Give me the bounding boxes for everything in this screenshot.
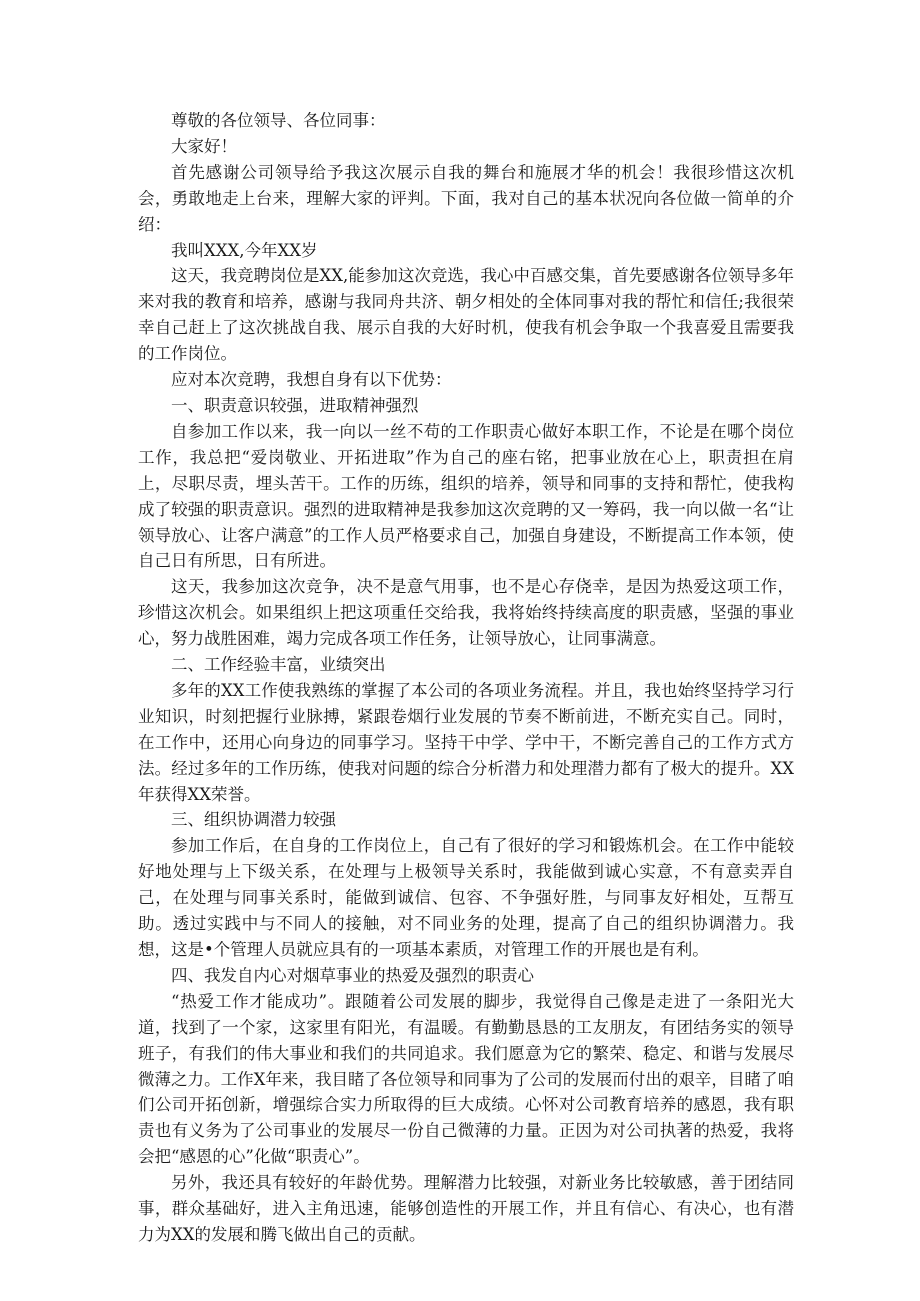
section-heading-2: 二、工作经验丰富，业绩突出 [171, 655, 386, 675]
section-heading-3: 三、组织协调潜力较强 [171, 810, 336, 830]
paragraph-passion: “热爱工作才能成功”。跟随着公司发展的脚步，我觉得自己像是走进了一条阳光大道，找到了一个家，这家里有阳光，有温暖。有勤勤恳恳的工友朋友，有团结务实的领导班子，有我们的伟大事业和我们的共同追求。我们愿意为它的繁荣、稳定、和谐与发展尽微薄之力。工作X年来，我目睹了各位领导和同事为了公司的发展而付出的艰辛，目睹了咱们公司开拓创新，增强综合实力所取得的巨大成绩。心怀对公司教育培养的感恩，我有职责也有义务为了公司事业的发展尽一份自己微薄的力量。正因为对公司执著的热爱，我将会把“感恩的心”化做“职责心”。 [138, 991, 794, 1167]
paragraph-advantages-intro: 应对本次竞聘，我想自身有以下优势： [171, 370, 452, 390]
paragraph-age-advantage: 另外，我还具有较好的年龄优势。理解潜力比较强，对新业务比较敏感，善于团结同事，群众基础好，进入主角迅速，能够创造性的开展工作，并且有信心、有决心，也有潜力为XX的发展和腾飞做出自己的贡献。 [138, 1173, 794, 1244]
paragraph-coordination: 参加工作后，在自身的工作岗位上，自己有了很好的学习和锻炼机会。在工作中能较好地处理与上下级关系，在处理与上极领导关系时，我能做到诚心实意，不有意卖弄自己，在处理与同事关系时，能做到诚信、包容、不争强好胜，与同事友好相处，互帮互助。透过实践中与不同人的接触，对不同业务的处理，提高了自己的组织协调潜力。我想，这是•个管理人员就应具有的一项基本素质，对管理工作的开展也是有利。 [138, 836, 794, 959]
section-heading-1: 一、职责意识较强，进取精神强烈 [171, 395, 419, 415]
paragraph-position: 这天，我竞聘岗位是XX,能参加这次竞选，我心中百感交集，首先要感谢各位领导多年来对我的教育和培养，感谢与我同舟共济、朝夕相处的全体同事对我的帮忙和信任;我很荣幸自己赶上了这次挑战自我、展示自我的大好时机，使我有机会争取一个我喜爱且需要我的工作岗位。 [138, 266, 794, 364]
document-body [138, 108, 794, 1248]
greeting: 大家好！ [171, 136, 237, 156]
paragraph-responsibility: 自参加工作以来，我一向以一丝不苟的工作职责心做好本职工作，不论是在哪个岗位工作，我总把“爱岗敬业、开拓进取”作为自己的座右铭，把事业放在心上，职责担在肩上，尽职尽责，埋头苦干。工作的历练，组织的培养，领导和同事的支持和帮忙，使我构成了较强的职责意识。强烈的进取精神是我参加这次竞聘的又一筹码，我一向以做一名“让领导放心、让客户满意”的工作人员严格要求自己，加强自身建设，不断提高工作本领，使自己日有所思，日有所进。 [138, 421, 794, 571]
paragraph-intro: 首先感谢公司领导给予我这次展示自我的舞台和施展才华的机会！我很珍惜这次机会，勇敢地走上台来，理解大家的评判。下面，我对自己的基本状况向各位做一简单的介绍： [138, 162, 794, 234]
paragraph-commitment: 这天，我参加这次竞争，决不是意气用事，也不是心存侥幸，是因为热爱这项工作，珍惜这次机会。如果组织上把这项重任交给我，我将始终持续高度的职责感，坚强的事业心，努力战胜困难，竭力完成各项工作任务，让领导放心，让同事满意。 [138, 577, 794, 649]
salutation: 尊敬的各位领导、各位同事： [171, 111, 386, 130]
section-heading-4: 四、我发自内心对烟草事业的热爱及强烈的职责心 [171, 965, 534, 985]
paragraph-experience: 多年的XX工作使我熟练的掌握了本公司的各项业务流程。并且，我也始终坚持学习行业知识，时刻把握行业脉搏，紧跟卷烟行业发展的节奏不断前进，不断充实自己。同时，在工作中，还用心向身边的同事学习。坚持干中学、学中干，不断完善自己的工作方式方法。经过多年的工作历练，使我对问题的综合分析潜力和处理潜力都有了极大的提升。XX年获得XX荣誉。 [138, 680, 794, 804]
paragraph-name-age: 我叫XXX,今年XX岁 [171, 240, 318, 260]
